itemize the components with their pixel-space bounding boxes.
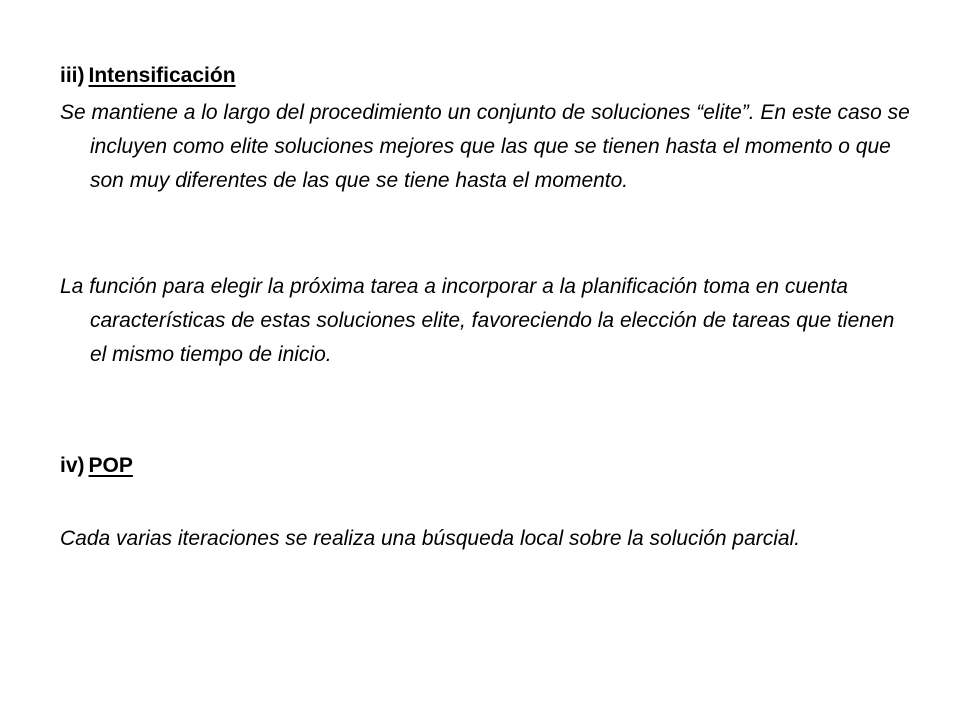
paragraph-elite-solutions: Se mantiene a lo largo del procedimiento un conjunto de soluciones “elite”. En este caso se incluyen como elite soluciones mejores que las que se tienen hasta el momento o que son muy diferentes de las que se tiene hasta el momento. xyxy=(60,101,910,192)
heading-title: Intensificación xyxy=(88,64,236,87)
paragraph-local-search: Cada varias iteraciones se realiza una búsqueda local sobre la solución parcial. xyxy=(60,527,801,550)
heading-pop xyxy=(60,454,133,478)
heading-intensificacion xyxy=(60,64,236,88)
heading-number: iv) xyxy=(60,454,85,477)
heading-title: POP xyxy=(88,454,133,477)
paragraph-selection-function: La función para elegir la próxima tarea a incorporar a la planificación toma en cuenta características de estas soluciones elite, favoreciendo la elección de tareas que tienen el mismo tiempo de inicio. xyxy=(60,275,895,366)
heading-number: iii) xyxy=(60,64,85,87)
